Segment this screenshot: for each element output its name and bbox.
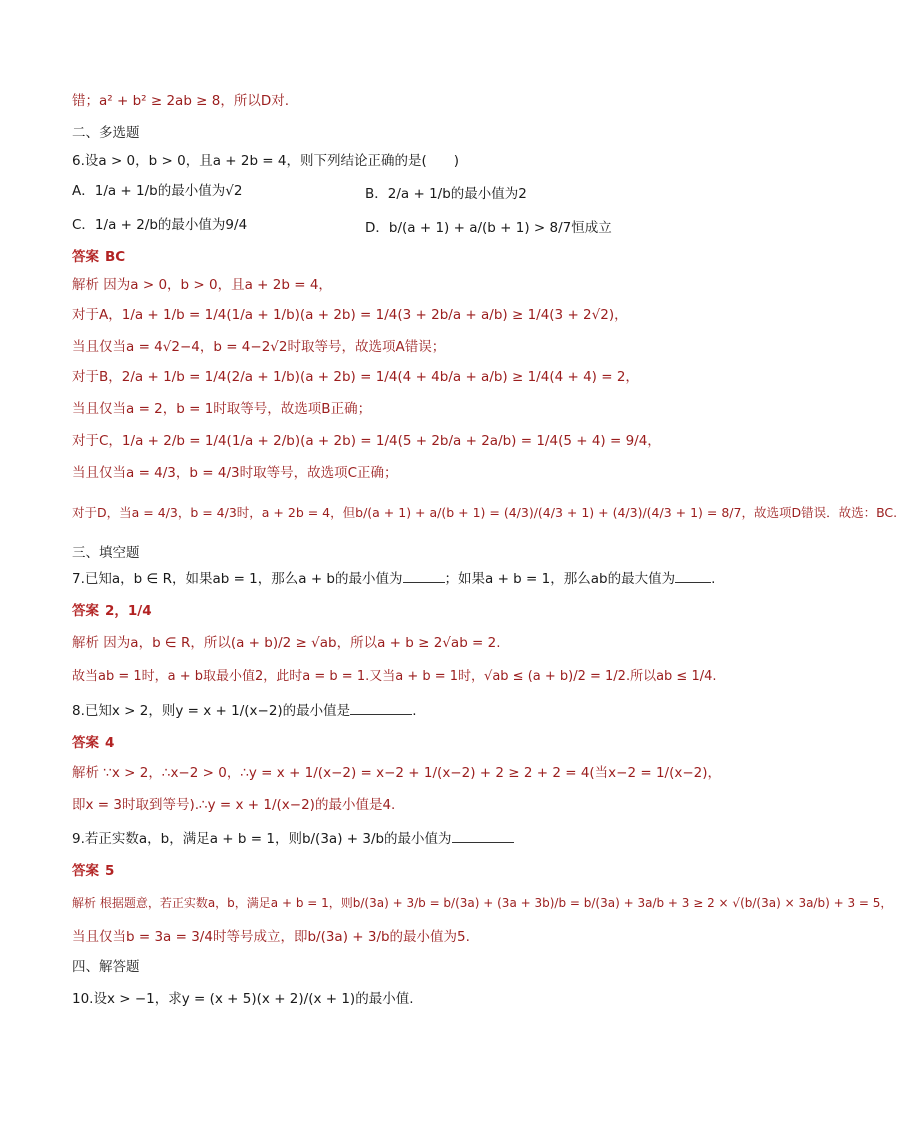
solution-6-option-c: 对于C，1/a + 2/b = 1/4(1/a + 2/b)(a + 2b) = 1/4(5 + 2b/a + 2a/b) = 1/4(5 + 4) = 9/4， — [72, 433, 661, 449]
answer-blank[interactable] — [403, 570, 445, 583]
question-6-answer — [72, 248, 125, 266]
continuation-line: 错；a² + b² ≥ 2ab ≥ 8，所以D对. — [72, 93, 290, 109]
answer-label: 答案 — [72, 603, 99, 619]
answer-value: BC — [105, 249, 126, 265]
section-heading-solve: 四、解答题 — [72, 959, 140, 975]
solution-6-option-c-equality: 当且仅当a = 4/3，b = 4/3时取等号，故选项C正确； — [72, 465, 398, 481]
question-6-option-c: C．1/a + 2/b的最小值为9/4 — [72, 217, 248, 233]
solution-6-option-d: 对于D，当a = 4/3，b = 4/3时，a + 2b = 4，但b/(a + 1) + a/(b + 1) = (4/3)/(4/3 + 1) + (4/3)/(4/3 + 1) = 8/7，故选项D错误．故选：BC. — [72, 505, 897, 520]
solution-6-option-a: 对于A，1/a + 1/b = 1/4(1/a + 1/b)(a + 2b) = 1/4(3 + 2b/a + a/b) ≥ 1/4(3 + 2√2)， — [72, 307, 628, 323]
answer-label: 答案 — [72, 863, 99, 879]
section-heading-fill-blank: 三、填空题 — [72, 545, 140, 561]
question-10-stem: 10.设x > −1，求y = (x + 5)(x + 2)/(x + 1)的最小值. — [72, 991, 414, 1007]
answer-label: 答案 — [72, 735, 99, 751]
question-7-end: . — [711, 571, 716, 587]
question-6-stem: 6.设a > 0，b > 0，且a + 2b = 4，则下列结论正确的是( ) — [72, 153, 460, 169]
solution-6-option-a-equality: 当且仅当a = 4√2−4，b = 4−2√2时取等号，故选项A错误； — [72, 339, 446, 355]
solution-8-line-2: 即x = 3时取到等号).∴y = x + 1/(x−2)的最小值是4. — [72, 797, 396, 813]
solution-6-intro: 解析 因为a > 0，b > 0，且a + 2b = 4， — [72, 277, 332, 293]
solution-9-line-2: 当且仅当b = 3a = 3/4时等号成立，即b/(3a) + 3/b的最小值为5. — [72, 929, 470, 945]
question-9-answer — [72, 862, 114, 880]
answer-value: 4 — [105, 735, 115, 751]
answer-value: 2，1/4 — [105, 603, 152, 619]
solution-7-line-1: 解析 因为a，b ∈ R，所以(a + b)/2 ≥ √ab，所以a + b ≥ 2√ab = 2. — [72, 635, 501, 651]
question-7-answer — [72, 602, 152, 620]
solution-6-option-b: 对于B，2/a + 1/b = 1/4(2/a + 1/b)(a + 2b) = 1/4(4 + 4b/a + a/b) ≥ 1/4(4 + 4) = 2， — [72, 369, 639, 385]
solution-7-line-2: 故当ab = 1时，a + b取最小值2，此时a = b = 1.又当a + b = 1时，√ab ≤ (a + b)/2 = 1/2.所以ab ≤ 1/4. — [72, 669, 717, 684]
solution-8-line-1: 解析 ∵x > 2，∴x−2 > 0，∴y = x + 1/(x−2) = x−2 + 1/(x−2) + 2 ≥ 2 + 2 = 4(当x−2 = 1/(x−2)， — [72, 765, 722, 781]
question-8-text: 8.已知x > 2，则y = x + 1/(x−2)的最小值是 — [72, 703, 351, 719]
answer-blank[interactable] — [350, 702, 412, 715]
question-7-part-2: ；如果a + b = 1，那么ab的最大值为 — [444, 571, 676, 587]
answer-value: 5 — [105, 863, 115, 879]
section-heading-multi-choice: 二、多选题 — [72, 125, 140, 141]
question-8-answer — [72, 734, 114, 752]
answer-blank[interactable] — [452, 830, 514, 843]
question-7-stem — [72, 570, 715, 588]
answer-label: 答案 — [72, 249, 99, 265]
question-8-stem — [72, 702, 416, 720]
question-9-stem — [72, 830, 514, 848]
question-8-end: . — [412, 703, 417, 719]
question-7-part-1: 7.已知a，b ∈ R，如果ab = 1，那么a + b的最小值为 — [72, 571, 403, 587]
question-6-option-a: A．1/a + 1/b的最小值为√2 — [72, 183, 243, 199]
solution-9-line-1: 解析 根据题意，若正实数a，b，满足a + b = 1，则b/(3a) + 3/b = b/(3a) + (3a + 3b)/b = b/(3a) + 3a/b + 3 ≥ 2 × √(b/(3a) × 3a/b) + 3 = 5， — [72, 896, 893, 910]
question-9-text: 9.若正实数a，b，满足a + b = 1，则b/(3a) + 3/b的最小值为 — [72, 831, 452, 847]
answer-blank[interactable] — [675, 570, 711, 583]
solution-6-option-b-equality: 当且仅当a = 2，b = 1时取等号，故选项B正确； — [72, 401, 372, 417]
question-6-option-b: B．2/a + 1/b的最小值为2 — [365, 186, 527, 202]
question-6-option-d: D．b/(a + 1) + a/(b + 1) > 8/7恒成立 — [365, 220, 612, 236]
